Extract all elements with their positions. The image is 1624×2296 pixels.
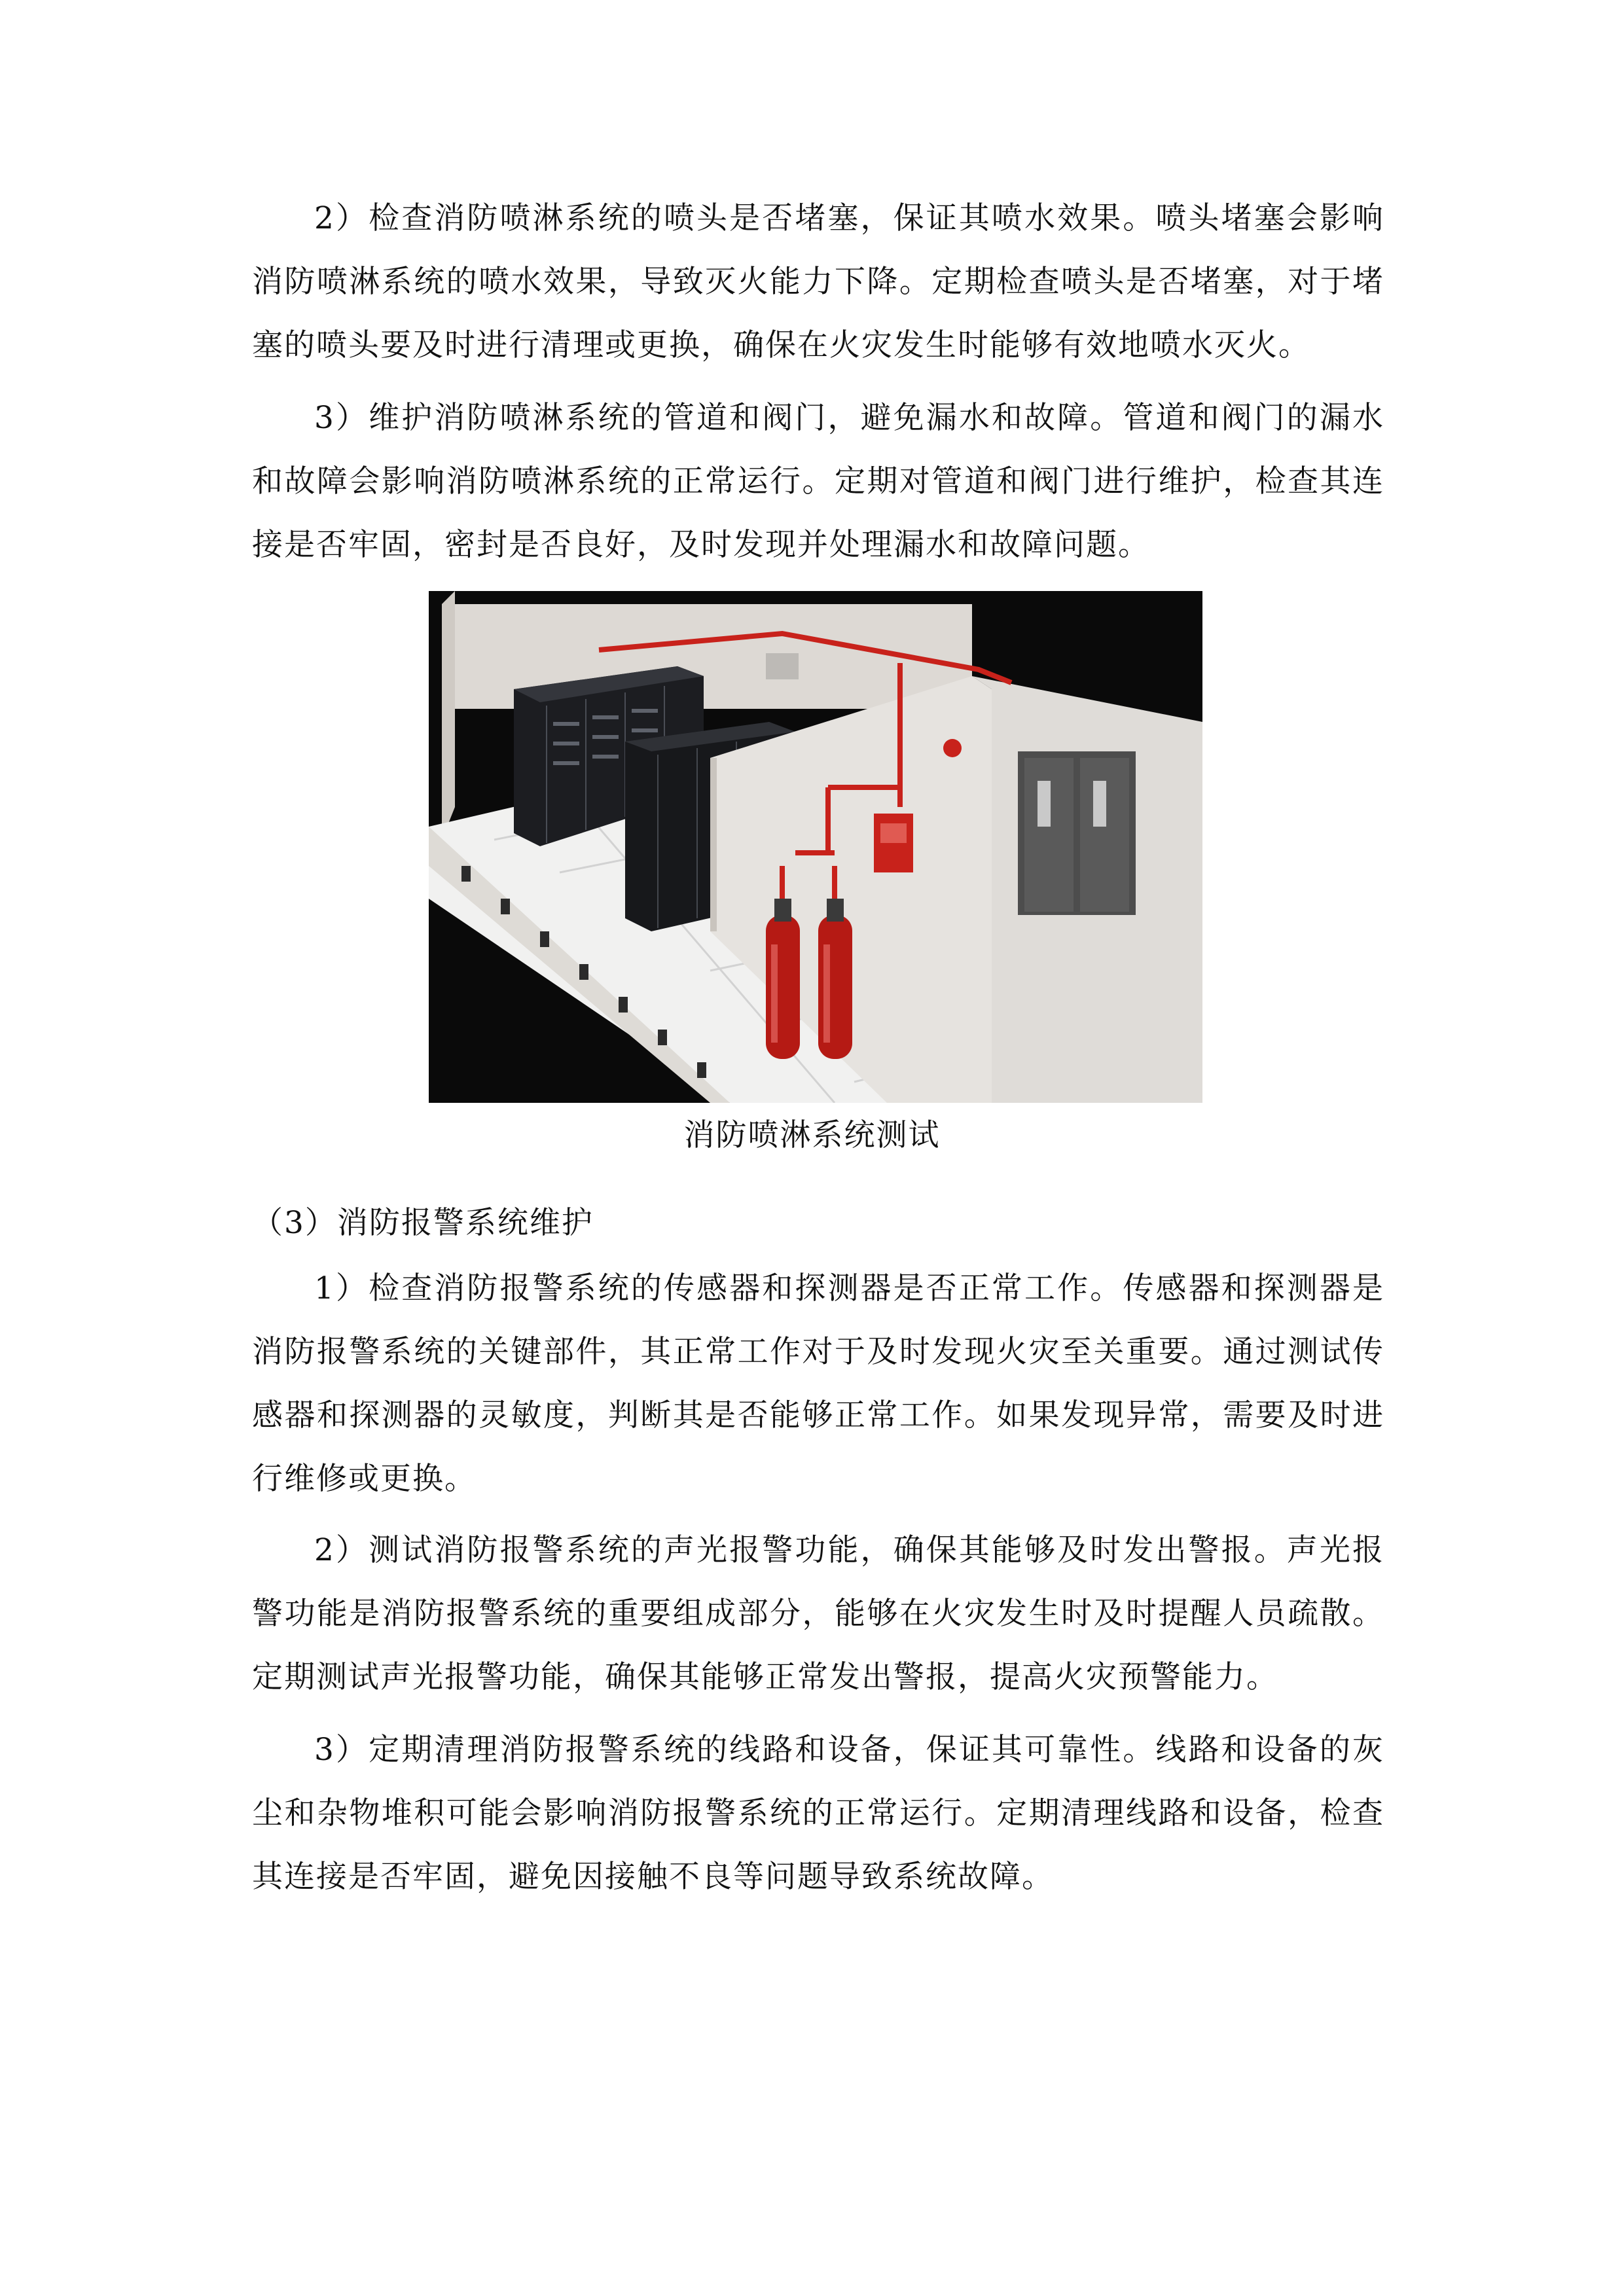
paragraph-sprinkler-3: 3）维护消防喷淋系统的管道和阀门，避免漏水和故障。管道和阀门的漏水和故障会影响消防喷淋系统的正常运行。定期对管道和阀门进行维护，检查其连接是否牢固，密封是否良好，及时发现并处理漏水和故障问题。 — [252, 400, 1384, 563]
paragraph-alarm-2: 2）测试消防报警系统的声光报警功能，确保其能够及时发出警报。声光报警功能是消防报警系统的重要组成部分，能够在火灾发生时及时提醒人员疏散。定期测试声光报警功能，确保其能够正常发出警报，提高火灾预警能力。 — [252, 1532, 1384, 1695]
section-heading-alarm: （3）消防报警系统维护 — [252, 1205, 594, 1241]
paragraph-alarm-1: 1）检查消防报警系统的传感器和探测器是否正常工作。传感器和探测器是消防报警系统的关键部件，其正常工作对于及时发现火灾至关重要。通过测试传感器和探测器的灵敏度，判断其是否能够正常工作。如果发现异常，需要及时进行维修或更换。 — [252, 1270, 1384, 1497]
server-room-fire-system-image — [429, 591, 1202, 1103]
figure-caption: 消防喷淋系统测试 — [683, 1117, 941, 1153]
paragraph-alarm-3: 3）定期清理消防报警系统的线路和设备，保证其可靠性。线路和设备的灰尘和杂物堆积可能会影响消防报警系统的正常运行。定期清理线路和设备，检查其连接是否牢固，避免因接触不良等问题导致系统故障。 — [252, 1732, 1384, 1895]
paragraph-sprinkler-2: 2）检查消防喷淋系统的喷头是否堵塞，保证其喷水效果。喷头堵塞会影响消防喷淋系统的喷水效果，导致灭火能力下降。定期检查喷头是否堵塞，对于堵塞的喷头要及时进行清理或更换，确保在火灾发生时能够有效地喷水灭火。 — [252, 200, 1384, 363]
